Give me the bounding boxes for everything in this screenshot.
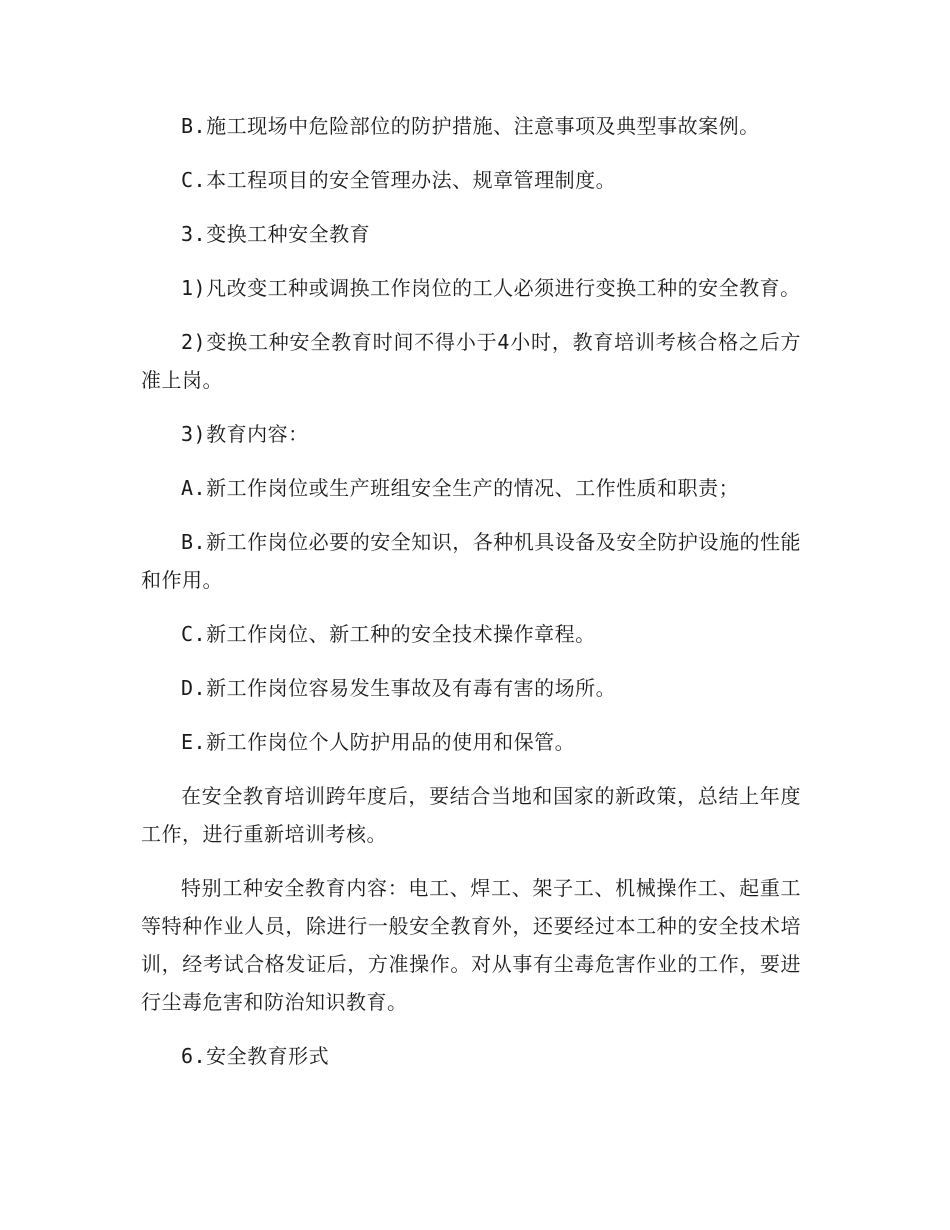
document-body xyxy=(141,107,801,1091)
section-heading: 3.变换工种安全教育 xyxy=(181,222,371,246)
list-item: C.新工作岗位、新工种的安全技术操作章程。 xyxy=(181,622,596,646)
paragraph: B.施工现场中危险部位的防护措施、注意事项及典型事故案例。 xyxy=(181,114,760,138)
list-item: B.新工作岗位必要的安全知识，各种机具设备及安全防护设施的性能和作用。 xyxy=(141,530,801,592)
paragraph: 1)凡改变工种或调换工作岗位的工人必须进行变换工种的安全教育。 xyxy=(181,276,801,300)
list-item: A.新工作岗位或生产班组安全生产的情况、工作性质和职责； xyxy=(181,476,740,500)
paragraph: 2)变换工种安全教育时间不得小于4小时，教育培训考核合格之后方准上岗。 xyxy=(141,330,801,392)
paragraph: C.本工程项目的安全管理办法、规章管理制度。 xyxy=(181,168,617,192)
section-heading: 6.安全教育形式 xyxy=(181,1044,330,1068)
paragraph: 特别工种安全教育内容：电工、焊工、架子工、机械操作工、起重工等特种作业人员，除进行一般安全教育外，还要经过本工种的安全技术培训，经考试合格发证后，方准操作。对从事有尘毒危害作业的工作，要进行尘毒危害和防治知识教育。 xyxy=(141,876,801,1014)
list-item: E.新工作岗位个人防护用品的使用和保管。 xyxy=(181,730,576,754)
paragraph: 在安全教育培训跨年度后，要结合当地和国家的新政策，总结上年度工作，进行重新培训考核。 xyxy=(141,784,801,846)
paragraph: 3)教育内容： xyxy=(181,422,309,446)
list-item: D.新工作岗位容易发生事故及有毒有害的场所。 xyxy=(181,676,617,700)
